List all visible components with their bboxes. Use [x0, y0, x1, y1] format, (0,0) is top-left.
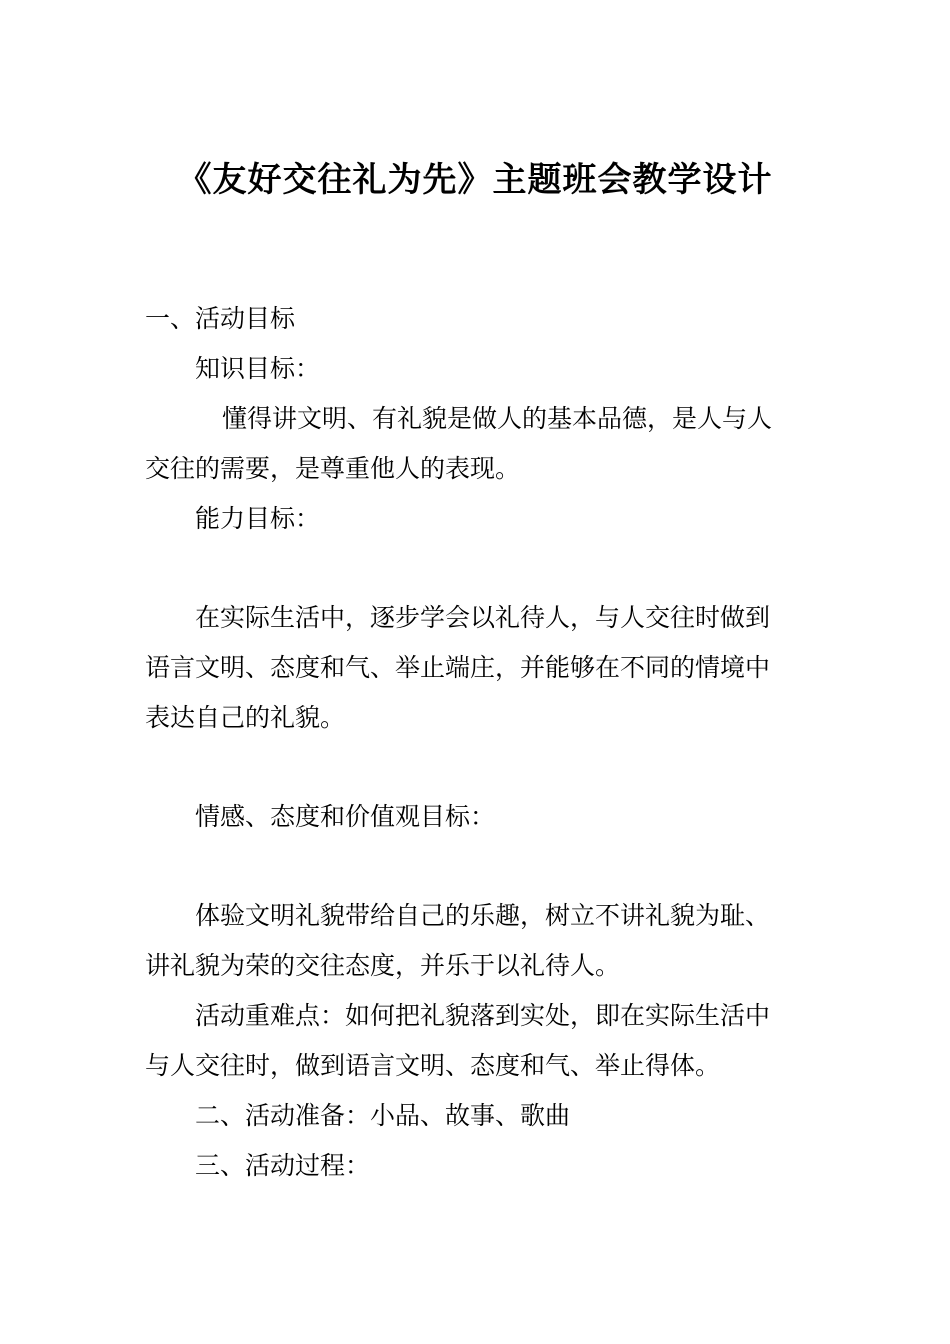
- document-title: 《友好交往礼为先》主题班会教学设计: [177, 160, 773, 200]
- paragraph-line: 表达自己的礼貌。: [145, 703, 346, 732]
- section-heading-preparation: 二、活动准备：小品、故事、歌曲: [195, 1101, 571, 1130]
- paragraph-line: 体验文明礼貌带给自己的乐趣，树立不讲礼貌为耻、: [195, 901, 771, 930]
- paragraph-line: 懂得讲文明、有礼貌是做人的基本品德，是人与人: [222, 404, 773, 433]
- paragraph-line: 语言文明、态度和气、举止端庄，并能够在不同的情境中: [145, 653, 771, 682]
- section-heading-process: 三、活动过程：: [195, 1151, 371, 1180]
- subheading-emotion-goal: 情感、态度和价值观目标：: [195, 802, 496, 831]
- paragraph-line: 与人交往时，做到语言文明、态度和气、举止得体。: [145, 1051, 721, 1080]
- section-heading-goals: 一、活动目标: [145, 304, 296, 333]
- subheading-knowledge-goal: 知识目标：: [195, 354, 321, 383]
- paragraph-line: 在实际生活中，逐步学会以礼待人，与人交往时做到: [195, 603, 771, 632]
- paragraph-line: 交往的需要，是尊重他人的表现。: [145, 454, 521, 483]
- paragraph-line: 活动重难点：如何把礼貌落到实处，即在实际生活中: [195, 1001, 771, 1030]
- subheading-ability-goal: 能力目标：: [195, 504, 321, 533]
- paragraph-line: 讲礼貌为荣的交往态度，并乐于以礼待人。: [145, 951, 621, 980]
